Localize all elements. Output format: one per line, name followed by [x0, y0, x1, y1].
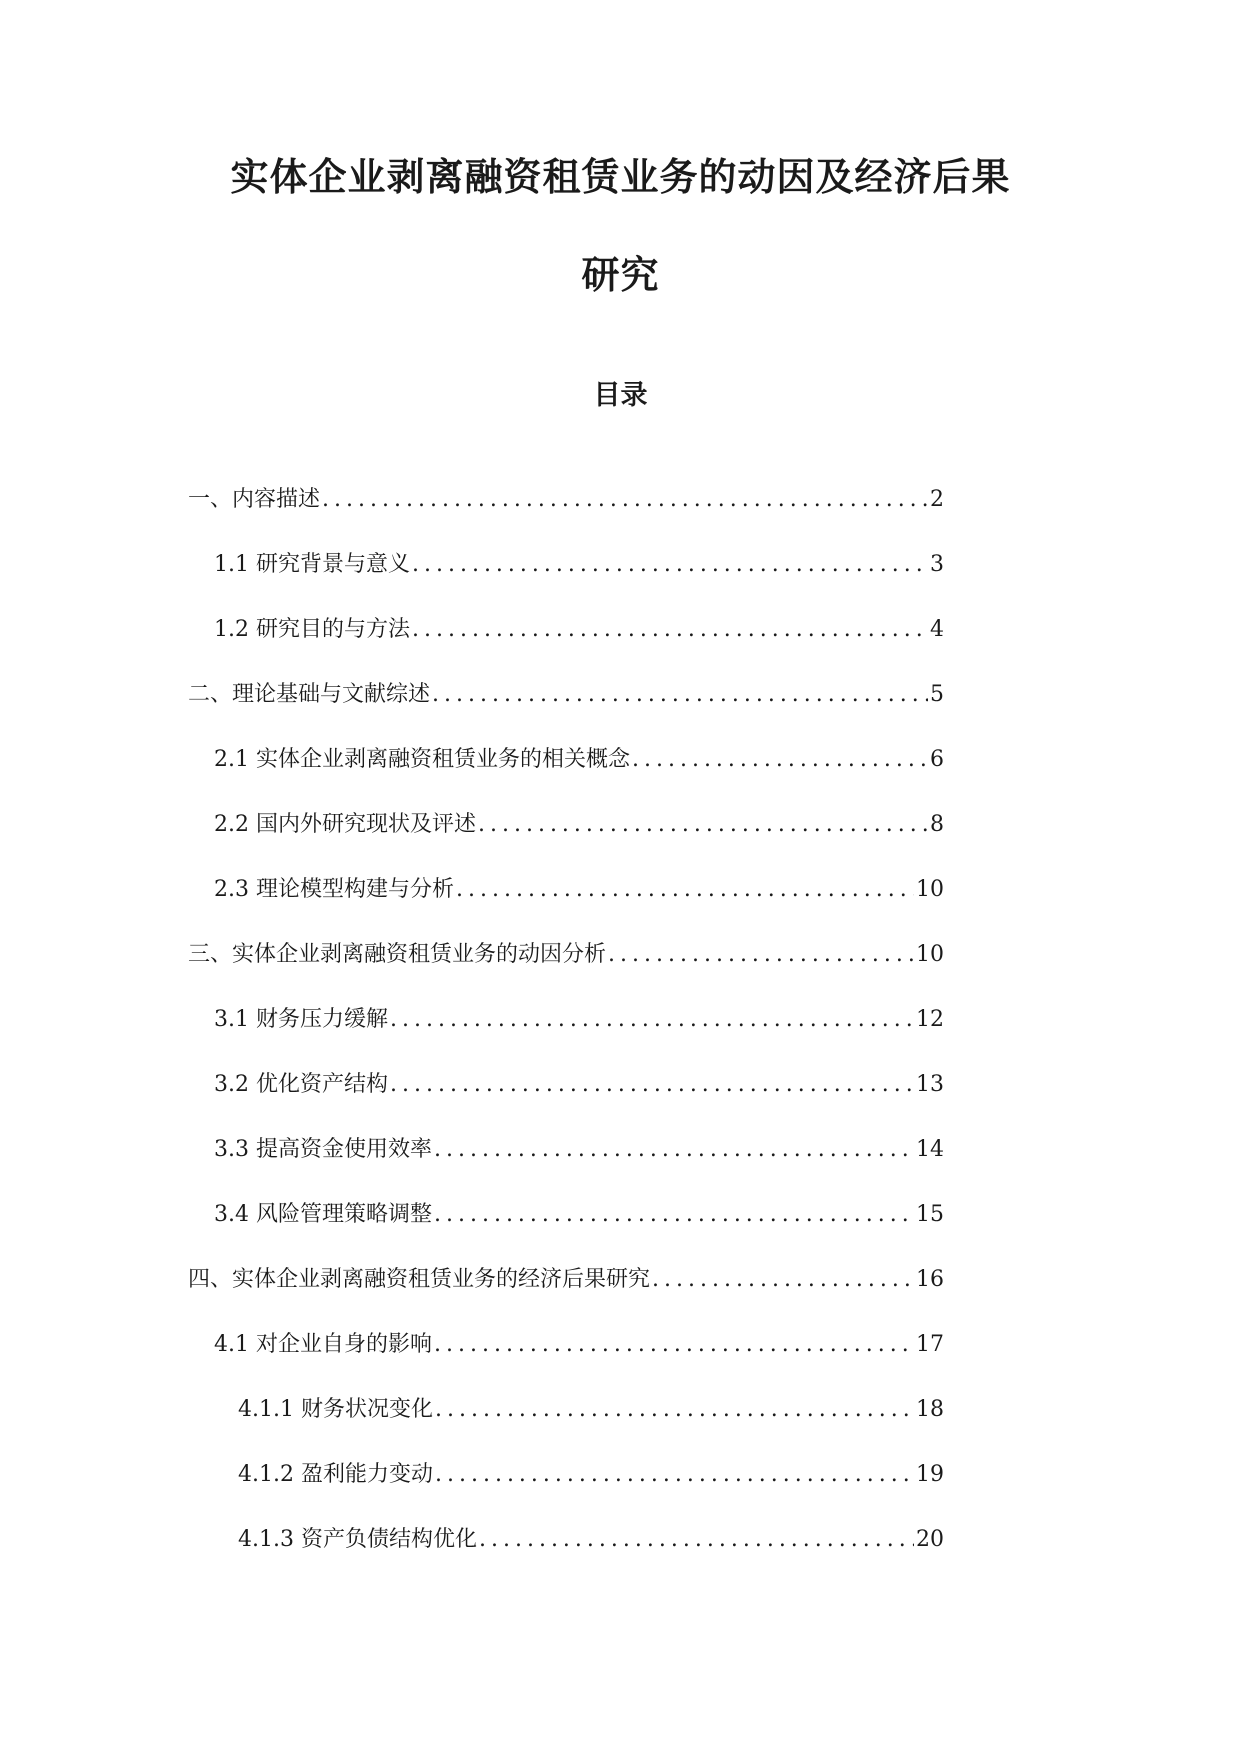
- toc-dot-leader: [456, 870, 914, 910]
- toc-page-number: 17: [916, 1332, 944, 1357]
- toc-page-number: 13: [916, 1072, 944, 1097]
- toc-entry[interactable]: [214, 1065, 944, 1105]
- toc-page-number: 20: [916, 1527, 944, 1552]
- toc-entry-title: 三、实体企业剥离融资租赁业务的动因分析: [188, 942, 607, 967]
- toc-page-number: 3: [930, 552, 944, 577]
- toc-page-number: 10: [916, 877, 944, 902]
- toc-entry[interactable]: [238, 1520, 944, 1560]
- toc-page-number: 2: [930, 487, 944, 512]
- toc-entry[interactable]: [214, 1130, 944, 1170]
- toc-entry[interactable]: [214, 1000, 944, 1040]
- toc-entry[interactable]: [214, 1325, 944, 1365]
- toc-entry[interactable]: [214, 805, 944, 845]
- toc-entry[interactable]: [214, 610, 944, 650]
- toc-page-number: 6: [930, 747, 944, 772]
- toc-entry[interactable]: [238, 1455, 944, 1495]
- toc-entry[interactable]: [238, 1390, 944, 1430]
- toc-page-number: 12: [916, 1007, 944, 1032]
- toc-dot-leader: [322, 480, 928, 520]
- toc-entry-title: 四、实体企业剥离融资租赁业务的经济后果研究: [188, 1267, 651, 1292]
- document-title-continued: 研究: [581, 252, 660, 297]
- toc-entry-title: 一、内容描述: [188, 487, 321, 512]
- toc-entry-title: 2.1 实体企业剥离融资租赁业务的相关概念: [214, 747, 630, 772]
- toc-dot-leader: [434, 1325, 914, 1365]
- toc-dot-leader: [412, 545, 928, 585]
- toc-dot-leader: [479, 1520, 914, 1560]
- toc-page-number: 14: [916, 1137, 944, 1162]
- toc-entry[interactable]: [188, 480, 944, 520]
- toc-entry-title: 二、理论基础与文献综述: [188, 682, 431, 707]
- toc-page-number: 16: [916, 1267, 944, 1292]
- toc-entry[interactable]: [188, 935, 944, 975]
- toc-dot-leader: [434, 1195, 914, 1235]
- toc-entry-title: 3.1 财务压力缓解: [214, 1007, 388, 1032]
- toc-entry[interactable]: [214, 545, 944, 585]
- toc-entry-title: 2.2 国内外研究现状及评述: [214, 812, 476, 837]
- toc-page-number: 18: [916, 1397, 944, 1422]
- toc-dot-leader: [632, 740, 928, 780]
- toc-dot-leader: [608, 935, 914, 975]
- toc-dot-leader: [652, 1260, 914, 1300]
- toc-page-number: 15: [916, 1202, 944, 1227]
- toc-entry[interactable]: [214, 740, 944, 780]
- toc-entry[interactable]: [188, 675, 944, 715]
- toc-entry-title: 2.3 理论模型构建与分析: [214, 877, 454, 902]
- toc-heading: 目录: [593, 380, 648, 411]
- toc-entry-title: 3.3 提高资金使用效率: [214, 1137, 432, 1162]
- toc-entry-title: 3.2 优化资产结构: [214, 1072, 388, 1097]
- toc-entry[interactable]: [214, 870, 944, 910]
- toc-page-number: 5: [930, 682, 944, 707]
- toc-page-number: 8: [930, 812, 944, 837]
- toc-dot-leader: [390, 1065, 914, 1105]
- toc-entry[interactable]: [214, 1195, 944, 1235]
- toc-entry-title: 4.1.1 财务状况变化: [238, 1397, 433, 1422]
- toc-entry-title: 1.1 研究背景与意义: [214, 552, 410, 577]
- toc-page-number: 4: [930, 617, 944, 642]
- toc-entry-title: 1.2 研究目的与方法: [214, 617, 410, 642]
- toc-page-number: 10: [916, 942, 944, 967]
- toc-dot-leader: [434, 1130, 914, 1170]
- toc-dot-leader: [435, 1455, 914, 1495]
- toc-dot-leader: [390, 1000, 914, 1040]
- toc-dot-leader: [412, 610, 928, 650]
- document-title: 实体企业剥离融资租赁业务的动因及经济后果: [230, 154, 1011, 199]
- toc-dot-leader: [432, 675, 928, 715]
- toc-entry-title: 4.1.3 资产负债结构优化: [238, 1527, 477, 1552]
- toc-entry-title: 4.1 对企业自身的影响: [214, 1332, 432, 1357]
- toc-entry-title: 4.1.2 盈利能力变动: [238, 1462, 433, 1487]
- toc-dot-leader: [435, 1390, 914, 1430]
- toc-page-number: 19: [916, 1462, 944, 1487]
- toc-entry-title: 3.4 风险管理策略调整: [214, 1202, 432, 1227]
- toc-entry[interactable]: [188, 1260, 944, 1300]
- toc-dot-leader: [478, 805, 928, 845]
